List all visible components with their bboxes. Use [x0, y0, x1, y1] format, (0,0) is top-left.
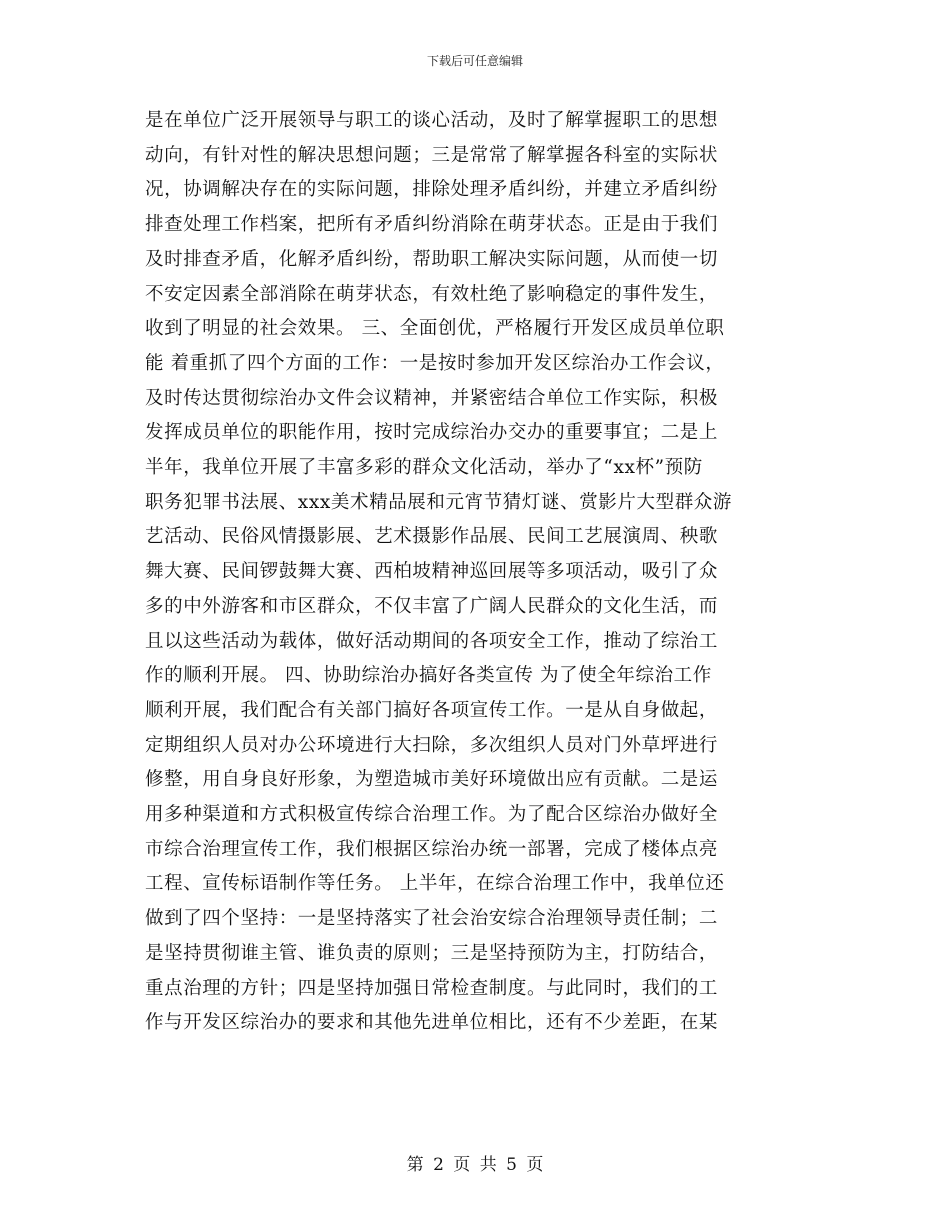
- text-line: 及时排查矛盾，化解矛盾纠纷，帮助职工解决实际问题，从而使一切: [145, 248, 719, 270]
- text-line: 重点治理的方针；四是坚持加强日常检查制度。与此同时，我们的工: [145, 977, 719, 999]
- text-line: 收到了明显的社会效果。 三、全面创优，严格履行开发区成员单位职: [145, 318, 725, 340]
- text-line: 作与开发区综治办的要求和其他先进单位相比，还有不少差距，在某: [145, 1012, 719, 1034]
- document-body: [145, 104, 801, 1041]
- text-line: 发挥成员单位的职能作用，按时完成综治办交办的重要事宜；二是上: [145, 422, 719, 444]
- text-line: 做到了四个坚持：一是坚持落实了社会治安综合治理领导责任制；二: [145, 908, 719, 930]
- text-line: 市综合治理宣传工作，我们根据区综治办统一部署，完成了楼体点亮: [145, 838, 719, 860]
- page-number-footer: 第 2 页 共 5 页: [406, 1155, 544, 1175]
- text-line: 舞大赛、民间锣鼓舞大赛、西柏坡精神巡回展等多项活动，吸引了众: [145, 561, 719, 583]
- text-line: 艺活动、民俗风情摄影展、艺术摄影作品展、民间工艺展演周、秧歌: [145, 526, 719, 548]
- text-line: 修整，用自身良好形象，为塑造城市美好环境做出应有贡献。二是运: [145, 769, 719, 791]
- text-line: 顺利开展，我们配合有关部门搞好各项宣传工作。一是从自身做起，: [145, 699, 719, 721]
- text-line: 多的中外游客和市区群众，不仅丰富了广阔人民群众的文化生活，而: [145, 595, 719, 617]
- text-line: 是在单位广泛开展领导与职工的谈心活动，及时了解掌握职工的思想: [145, 110, 719, 131]
- text-line: 用多种渠道和方式积极宣传综合治理工作。为了配合区综治办做好全: [145, 804, 719, 826]
- text-line: 定期组织人员对办公环境进行大扫除，多次组织人员对门外草坪进行: [145, 734, 719, 756]
- text-line: 职务犯罪书法展、xxx美术精品展和元宵节猜灯谜、赏影片大型群众游: [145, 491, 733, 513]
- text-line: 是坚持贯彻谁主管、谁负责的原则；三是坚持预防为主，打防结合，: [145, 942, 719, 964]
- text-line: 工程、宣传标语制作等任务。 上半年，在综合治理工作中，我单位还: [145, 873, 725, 895]
- text-line: 动向，有针对性的解决思想问题；三是常常了解掌握各科室的实际状: [145, 144, 719, 166]
- text-line: 不安定因素全部消除在萌芽状态，有效杜绝了影响稳定的事件发生，: [145, 283, 719, 305]
- text-line: 况，协调解决存在的实际问题，排除处理矛盾纠纷，并建立矛盾纠纷: [145, 179, 719, 201]
- header-note: 下载后可任意编辑: [426, 54, 523, 68]
- text-line: 能 着重抓了四个方面的工作：一是按时参加开发区综治办工作会议，: [145, 352, 725, 374]
- text-line: 及时传达贯彻综治办文件会议精神，并紧密结合单位工作实际，积极: [145, 387, 719, 409]
- text-line: 半年，我单位开展了丰富多彩的群众文化活动，举办了“xx杯”预防: [145, 457, 703, 479]
- text-line: 且以这些活动为载体，做好活动期间的各项安全工作，推动了综治工: [145, 630, 719, 652]
- text-line: 排查处理工作档案，把所有矛盾纠纷消除在萌芽状态。正是由于我们: [145, 214, 719, 236]
- text-line: 作的顺利开展。 四、协助综治办搞好各类宣传 为了使全年综治工作: [145, 665, 712, 687]
